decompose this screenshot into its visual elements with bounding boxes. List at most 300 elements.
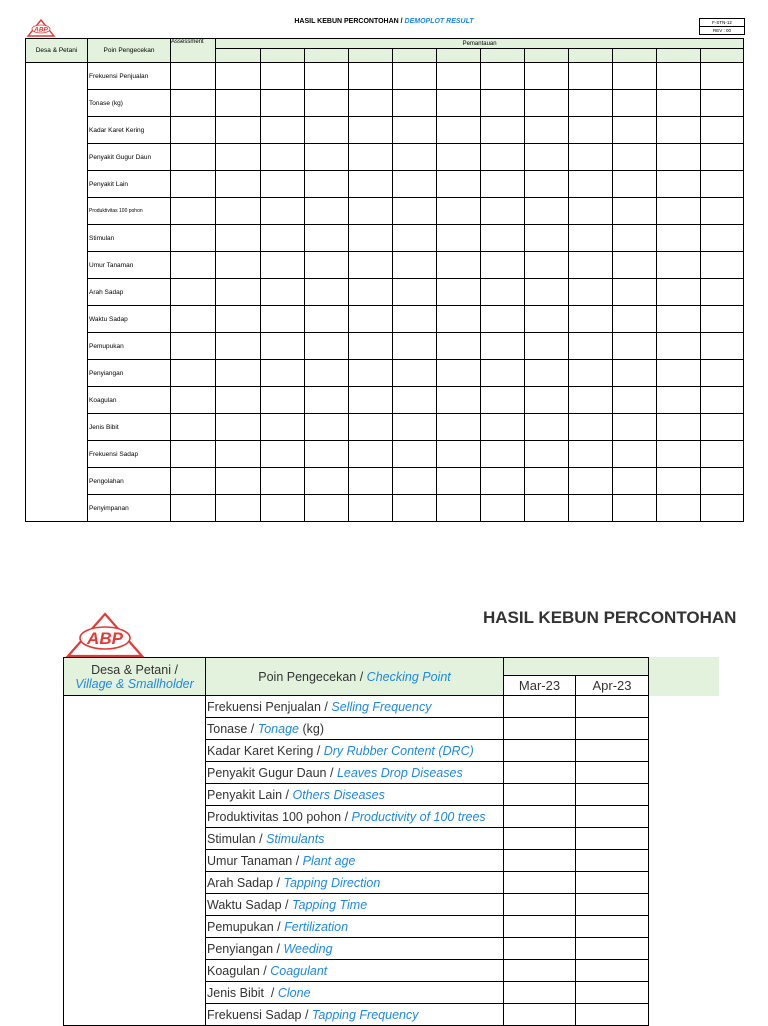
pemantauan-cell[interactable] (393, 333, 437, 360)
pemantauan-cell[interactable] (569, 252, 613, 279)
checking-point-id: Penyakit Lain / (207, 787, 293, 802)
pemantauan-cell[interactable] (481, 441, 525, 468)
pemantauan-cell[interactable] (216, 387, 261, 414)
pemantauan-cell[interactable] (349, 414, 393, 441)
pemantauan-cell[interactable] (481, 144, 525, 171)
assessment-cell[interactable] (171, 144, 216, 171)
pemantauan-cell[interactable] (437, 306, 481, 333)
pemantauan-cell[interactable] (701, 306, 744, 333)
pemantauan-cell[interactable] (525, 117, 569, 144)
pemantauan-cell[interactable] (613, 414, 657, 441)
pemantauan-cell[interactable] (525, 360, 569, 387)
pemantauan-subcell[interactable] (437, 49, 481, 63)
pemantauan-cell[interactable] (613, 144, 657, 171)
logo-text: ABP (34, 26, 48, 34)
pemantauan-cell[interactable] (305, 90, 349, 117)
pemantauan-cell[interactable] (657, 144, 701, 171)
pemantauan-cell[interactable] (657, 441, 701, 468)
pemantauan-cell[interactable] (525, 90, 569, 117)
pemantauan-cell[interactable] (481, 306, 525, 333)
pemantauan-cell[interactable] (349, 225, 393, 252)
month-value-cell[interactable] (576, 872, 649, 894)
month-value-cell[interactable] (504, 982, 576, 1004)
pemantauan-cell[interactable] (349, 63, 393, 90)
pemantauan-cell[interactable] (569, 441, 613, 468)
pemantauan-cell[interactable] (613, 198, 657, 225)
pemantauan-cell[interactable] (393, 252, 437, 279)
pemantauan-cell[interactable] (261, 90, 305, 117)
month-value-cell[interactable] (504, 872, 576, 894)
pemantauan-cell[interactable] (613, 387, 657, 414)
pemantauan-cell[interactable] (393, 198, 437, 225)
pemantauan-cell[interactable] (481, 360, 525, 387)
pemantauan-cell[interactable] (305, 144, 349, 171)
checking-point-label (206, 1004, 504, 1026)
pemantauan-cell[interactable] (657, 306, 701, 333)
table-row (26, 360, 744, 387)
pemantauan-cell[interactable] (701, 144, 744, 171)
month-value-cell[interactable] (576, 938, 649, 960)
pemantauan-cell[interactable] (613, 333, 657, 360)
assessment-cell[interactable] (171, 306, 216, 333)
pemantauan-cell[interactable] (525, 441, 569, 468)
pemantauan-cell[interactable] (569, 225, 613, 252)
month-value-cell[interactable] (576, 762, 649, 784)
pemantauan-subcell[interactable] (261, 49, 305, 63)
pemantauan-cell[interactable] (393, 468, 437, 495)
pemantauan-cell[interactable] (349, 252, 393, 279)
pemantauan-subcell[interactable] (349, 49, 393, 63)
pemantauan-cell[interactable] (525, 171, 569, 198)
checking-point-en: Coagulant (270, 963, 328, 978)
pemantauan-cell[interactable] (261, 225, 305, 252)
pemantauan-cell[interactable] (349, 495, 393, 522)
table-row (64, 696, 649, 718)
pemantauan-cell[interactable] (657, 117, 701, 144)
checking-point-label: Penyakit Lain (88, 171, 171, 198)
pemantauan-cell[interactable] (613, 252, 657, 279)
pemantauan-cell[interactable] (525, 198, 569, 225)
pemantauan-cell[interactable] (701, 333, 744, 360)
checking-point-label (206, 762, 504, 784)
pemantauan-cell[interactable] (216, 144, 261, 171)
header-desa-id: Desa & Petani / (91, 662, 178, 677)
pemantauan-cell[interactable] (216, 252, 261, 279)
table-row (26, 171, 744, 198)
pemantauan-cell[interactable] (305, 387, 349, 414)
assessment-cell[interactable] (171, 468, 216, 495)
pemantauan-cell[interactable] (613, 306, 657, 333)
pemantauan-cell[interactable] (613, 495, 657, 522)
pemantauan-cell[interactable] (305, 495, 349, 522)
pemantauan-cell[interactable] (216, 468, 261, 495)
pemantauan-cell[interactable] (569, 63, 613, 90)
pemantauan-cell[interactable] (437, 90, 481, 117)
pemantauan-cell[interactable] (261, 495, 305, 522)
pemantauan-cell[interactable] (393, 441, 437, 468)
pemantauan-cell[interactable] (305, 225, 349, 252)
pemantauan-cell[interactable] (657, 252, 701, 279)
checking-point-label (206, 894, 504, 916)
month-value-cell[interactable] (576, 740, 649, 762)
assessment-cell[interactable] (171, 441, 216, 468)
pemantauan-cell[interactable] (437, 414, 481, 441)
pemantauan-cell[interactable] (701, 225, 744, 252)
pemantauan-cell[interactable] (657, 360, 701, 387)
pemantauan-cell[interactable] (393, 144, 437, 171)
pemantauan-cell[interactable] (305, 63, 349, 90)
pemantauan-cell[interactable] (701, 252, 744, 279)
pemantauan-cell[interactable] (569, 117, 613, 144)
village-smallholder-cell[interactable] (64, 696, 206, 1026)
pemantauan-cell[interactable] (305, 171, 349, 198)
pemantauan-cell[interactable] (349, 198, 393, 225)
pemantauan-cell[interactable] (657, 198, 701, 225)
pemantauan-cell[interactable] (569, 171, 613, 198)
checking-point-en: Others Diseases (292, 787, 385, 802)
pemantauan-cell[interactable] (349, 90, 393, 117)
pemantauan-cell[interactable] (701, 414, 744, 441)
pemantauan-cell[interactable] (305, 441, 349, 468)
assessment-cell[interactable] (171, 198, 216, 225)
pemantauan-cell[interactable] (393, 90, 437, 117)
pemantauan-cell[interactable] (349, 333, 393, 360)
pemantauan-cell[interactable] (525, 63, 569, 90)
pemantauan-cell[interactable] (701, 90, 744, 117)
pemantauan-cell[interactable] (305, 414, 349, 441)
month-value-cell[interactable] (576, 894, 649, 916)
pemantauan-subcell[interactable] (305, 49, 349, 63)
pemantauan-cell[interactable] (613, 90, 657, 117)
pemantauan-cell[interactable] (657, 63, 701, 90)
pemantauan-cell[interactable] (525, 495, 569, 522)
pemantauan-cell[interactable] (481, 387, 525, 414)
checking-point-id: Stimulan / (207, 831, 267, 846)
pemantauan-cell[interactable] (657, 387, 701, 414)
pemantauan-cell[interactable] (437, 117, 481, 144)
pemantauan-cell[interactable] (305, 333, 349, 360)
table-row (26, 144, 744, 171)
pemantauan-cell[interactable] (525, 279, 569, 306)
month-value-cell[interactable] (504, 960, 576, 982)
pemantauan-cell[interactable] (437, 387, 481, 414)
pemantauan-cell[interactable] (481, 63, 525, 90)
pemantauan-cell[interactable] (437, 360, 481, 387)
pemantauan-cell[interactable] (613, 441, 657, 468)
month-header: Apr-23 (576, 676, 649, 696)
pemantauan-cell[interactable] (261, 306, 305, 333)
pemantauan-cell[interactable] (481, 333, 525, 360)
table-row (26, 63, 744, 90)
month-value-cell[interactable] (576, 718, 649, 740)
header-band-extension (648, 657, 719, 696)
pemantauan-cell[interactable] (437, 63, 481, 90)
pemantauan-cell[interactable] (657, 495, 701, 522)
month-value-cell[interactable] (504, 740, 576, 762)
pemantauan-cell[interactable] (437, 252, 481, 279)
pemantauan-cell[interactable] (569, 495, 613, 522)
pemantauan-cell[interactable] (613, 117, 657, 144)
pemantauan-cell[interactable] (701, 495, 744, 522)
assessment-cell[interactable] (171, 387, 216, 414)
checking-point-label: Jenis Bibit (88, 414, 171, 441)
month-value-cell[interactable] (576, 806, 649, 828)
pemantauan-cell[interactable] (393, 63, 437, 90)
pemantauan-cell[interactable] (657, 225, 701, 252)
pemantauan-cell[interactable] (216, 225, 261, 252)
pemantauan-cell[interactable] (305, 306, 349, 333)
pemantauan-cell[interactable] (216, 279, 261, 306)
checking-point-label: Tonase (kg) (88, 90, 171, 117)
pemantauan-subcell[interactable] (481, 49, 525, 63)
pemantauan-cell[interactable] (437, 333, 481, 360)
pemantauan-cell[interactable] (569, 414, 613, 441)
pemantauan-cell[interactable] (569, 144, 613, 171)
pemantauan-cell[interactable] (613, 468, 657, 495)
pemantauan-cell[interactable] (657, 414, 701, 441)
pemantauan-cell[interactable] (261, 414, 305, 441)
pemantauan-subcell[interactable] (525, 49, 569, 63)
pemantauan-cell[interactable] (393, 306, 437, 333)
pemantauan-cell[interactable] (349, 387, 393, 414)
checking-point-en: Tapping Frequency (311, 1007, 419, 1022)
pemantauan-cell[interactable] (569, 387, 613, 414)
pemantauan-cell[interactable] (216, 198, 261, 225)
pemantauan-cell[interactable] (437, 198, 481, 225)
assessment-cell[interactable] (171, 495, 216, 522)
pemantauan-cell[interactable] (349, 117, 393, 144)
month-value-cell[interactable] (576, 696, 649, 718)
pemantauan-cell[interactable] (481, 252, 525, 279)
pemantauan-cell[interactable] (569, 90, 613, 117)
pemantauan-subcell[interactable] (569, 49, 613, 63)
pemantauan-cell[interactable] (481, 117, 525, 144)
pemantauan-cell[interactable] (216, 306, 261, 333)
month-value-cell[interactable] (504, 696, 576, 718)
checking-point-id: Frekuensi Sadap / (207, 1007, 312, 1022)
pemantauan-cell[interactable] (701, 468, 744, 495)
pemantauan-cell[interactable] (261, 333, 305, 360)
pemantauan-cell[interactable] (701, 63, 744, 90)
pemantauan-cell[interactable] (393, 495, 437, 522)
pemantauan-cell[interactable] (701, 387, 744, 414)
month-value-cell[interactable] (504, 718, 576, 740)
month-value-cell[interactable] (504, 1004, 576, 1026)
pemantauan-cell[interactable] (393, 387, 437, 414)
assessment-cell[interactable] (171, 279, 216, 306)
pemantauan-cell[interactable] (437, 279, 481, 306)
pemantauan-cell[interactable] (393, 360, 437, 387)
month-value-cell[interactable] (576, 784, 649, 806)
pemantauan-cell[interactable] (216, 171, 261, 198)
pemantauan-cell[interactable] (216, 90, 261, 117)
pemantauan-cell[interactable] (216, 117, 261, 144)
pemantauan-cell[interactable] (305, 252, 349, 279)
pemantauan-cell[interactable] (525, 414, 569, 441)
pemantauan-cell[interactable] (261, 144, 305, 171)
pemantauan-cell[interactable] (525, 387, 569, 414)
month-value-cell[interactable] (504, 784, 576, 806)
pemantauan-subcell[interactable] (216, 49, 261, 63)
pemantauan-cell[interactable] (216, 414, 261, 441)
checking-point-en: Selling Frequency (331, 699, 432, 714)
month-value-cell[interactable] (504, 938, 576, 960)
month-value-cell[interactable] (504, 806, 576, 828)
pemantauan-cell[interactable] (393, 171, 437, 198)
pemantauan-cell[interactable] (613, 279, 657, 306)
pemantauan-cell[interactable] (657, 90, 701, 117)
checking-point-label: Koagulan (88, 387, 171, 414)
checking-point-id: Penyakit Gugur Daun / (207, 765, 337, 780)
pemantauan-cell[interactable] (393, 225, 437, 252)
pemantauan-cell[interactable] (525, 306, 569, 333)
pemantauan-cell[interactable] (525, 468, 569, 495)
pemantauan-cell[interactable] (393, 117, 437, 144)
checking-point-label: Kadar Karet Kering (88, 117, 171, 144)
month-value-cell[interactable] (504, 894, 576, 916)
pemantauan-cell[interactable] (569, 198, 613, 225)
pemantauan-cell[interactable] (569, 306, 613, 333)
assessment-cell[interactable] (171, 360, 216, 387)
pemantauan-cell[interactable] (657, 333, 701, 360)
pemantauan-subcell[interactable] (393, 49, 437, 63)
pemantauan-cell[interactable] (261, 171, 305, 198)
checking-point-label (206, 960, 504, 982)
month-value-cell[interactable] (576, 850, 649, 872)
pemantauan-cell[interactable] (525, 225, 569, 252)
checking-point-en: Weeding (283, 941, 333, 956)
pemantauan-subcell[interactable] (657, 49, 701, 63)
pemantauan-cell[interactable] (657, 279, 701, 306)
pemantauan-cell[interactable] (569, 468, 613, 495)
checking-point-en: Tapping Direction (283, 875, 381, 890)
pemantauan-cell[interactable] (437, 495, 481, 522)
month-value-cell[interactable] (504, 916, 576, 938)
pemantauan-cell[interactable] (701, 117, 744, 144)
checking-point-id: Arah Sadap / (207, 875, 284, 890)
pemantauan-cell[interactable] (261, 252, 305, 279)
pemantauan-cell[interactable] (525, 144, 569, 171)
pemantauan-cell[interactable] (481, 279, 525, 306)
pemantauan-cell[interactable] (349, 468, 393, 495)
assessment-cell[interactable] (171, 63, 216, 90)
pemantauan-cell[interactable] (613, 63, 657, 90)
month-value-cell[interactable] (576, 960, 649, 982)
checklist-table-zoom (63, 657, 649, 1024)
pemantauan-cell[interactable] (305, 468, 349, 495)
pemantauan-cell[interactable] (613, 360, 657, 387)
pemantauan-cell[interactable] (525, 252, 569, 279)
pemantauan-cell[interactable] (349, 441, 393, 468)
checking-point-label: Penyakit Gugur Daun (88, 144, 171, 171)
pemantauan-cell[interactable] (613, 171, 657, 198)
checking-point-label: Produktivitas 100 pohon (88, 198, 171, 225)
pemantauan-cell[interactable] (305, 279, 349, 306)
pemantauan-cell[interactable] (261, 117, 305, 144)
pemantauan-cell[interactable] (657, 468, 701, 495)
pemantauan-cell[interactable] (261, 279, 305, 306)
pemantauan-cell[interactable] (481, 225, 525, 252)
pemantauan-cell[interactable] (349, 144, 393, 171)
month-value-cell[interactable] (576, 982, 649, 1004)
assessment-cell[interactable] (171, 117, 216, 144)
pemantauan-cell[interactable] (525, 333, 569, 360)
pemantauan-subcell[interactable] (701, 49, 744, 63)
assessment-cell[interactable] (171, 90, 216, 117)
pemantauan-cell[interactable] (701, 360, 744, 387)
desa-petani-cell[interactable] (26, 63, 88, 522)
month-value-cell[interactable] (504, 828, 576, 850)
pemantauan-cell[interactable] (437, 171, 481, 198)
pemantauan-cell[interactable] (437, 441, 481, 468)
pemantauan-cell[interactable] (305, 198, 349, 225)
pemantauan-subcell[interactable] (613, 49, 657, 63)
assessment-cell[interactable] (171, 333, 216, 360)
pemantauan-cell[interactable] (481, 495, 525, 522)
pemantauan-cell[interactable] (305, 360, 349, 387)
pemantauan-cell[interactable] (305, 117, 349, 144)
month-value-cell[interactable] (576, 1004, 649, 1026)
assessment-cell[interactable] (171, 252, 216, 279)
pemantauan-cell[interactable] (216, 63, 261, 90)
pemantauan-cell[interactable] (393, 414, 437, 441)
pemantauan-cell[interactable] (261, 63, 305, 90)
checking-point-label: Penyimpanan (88, 495, 171, 522)
pemantauan-cell[interactable] (657, 171, 701, 198)
pemantauan-cell[interactable] (613, 225, 657, 252)
month-value-cell[interactable] (576, 916, 649, 938)
pemantauan-cell[interactable] (701, 279, 744, 306)
pemantauan-cell[interactable] (349, 306, 393, 333)
pemantauan-cell[interactable] (481, 90, 525, 117)
pemantauan-cell[interactable] (569, 279, 613, 306)
pemantauan-cell[interactable] (437, 468, 481, 495)
pemantauan-cell[interactable] (349, 279, 393, 306)
pemantauan-cell[interactable] (216, 333, 261, 360)
month-value-cell[interactable] (576, 828, 649, 850)
pemantauan-cell[interactable] (481, 414, 525, 441)
month-value-cell[interactable] (504, 762, 576, 784)
header-desa: Desa & Petani (26, 39, 88, 63)
pemantauan-cell[interactable] (481, 198, 525, 225)
pemantauan-cell[interactable] (437, 225, 481, 252)
pemantauan-cell[interactable] (481, 468, 525, 495)
pemantauan-cell[interactable] (569, 333, 613, 360)
pemantauan-cell[interactable] (261, 468, 305, 495)
month-value-cell[interactable] (504, 850, 576, 872)
pemantauan-cell[interactable] (349, 171, 393, 198)
pemantauan-cell[interactable] (701, 171, 744, 198)
pemantauan-cell[interactable] (261, 441, 305, 468)
pemantauan-cell[interactable] (216, 495, 261, 522)
pemantauan-cell[interactable] (437, 144, 481, 171)
pemantauan-cell[interactable] (261, 360, 305, 387)
pemantauan-cell[interactable] (701, 198, 744, 225)
pemantauan-cell[interactable] (261, 198, 305, 225)
pemantauan-cell[interactable] (481, 171, 525, 198)
checking-point-id: Tonase / (207, 721, 258, 736)
pemantauan-cell[interactable] (701, 441, 744, 468)
pemantauan-cell[interactable] (393, 279, 437, 306)
assessment-cell[interactable] (171, 225, 216, 252)
pemantauan-cell[interactable] (261, 387, 305, 414)
pemantauan-cell[interactable] (349, 360, 393, 387)
pemantauan-cell[interactable] (216, 360, 261, 387)
assessment-cell[interactable] (171, 171, 216, 198)
pemantauan-cell[interactable] (569, 360, 613, 387)
assessment-cell[interactable] (171, 414, 216, 441)
pemantauan-cell[interactable] (216, 441, 261, 468)
